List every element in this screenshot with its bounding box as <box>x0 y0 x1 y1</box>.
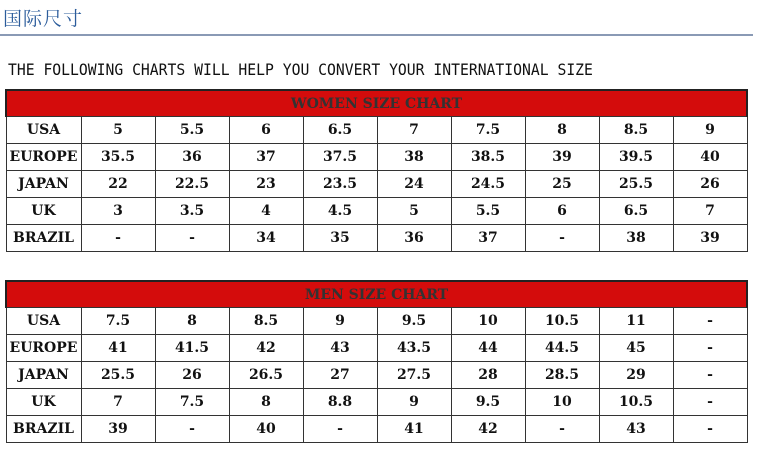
size-cell: 37 <box>229 144 303 171</box>
size-cell: 10.5 <box>525 308 599 335</box>
size-cell: 11 <box>599 308 673 335</box>
table-row <box>6 144 747 171</box>
row-label: UK <box>6 198 81 225</box>
size-cell: 37 <box>451 225 525 252</box>
size-cell: 35 <box>303 225 377 252</box>
row-label: BRAZIL <box>6 416 81 443</box>
size-cell: 24.5 <box>451 171 525 198</box>
size-cell: 43 <box>599 416 673 443</box>
men-size-chart <box>5 280 748 443</box>
size-cell: 7 <box>377 117 451 144</box>
size-cell: 39.5 <box>599 144 673 171</box>
size-cell: 39 <box>525 144 599 171</box>
size-cell: 40 <box>673 144 747 171</box>
size-cell: 23.5 <box>303 171 377 198</box>
size-cell: 3.5 <box>155 198 229 225</box>
size-cell: 10 <box>451 308 525 335</box>
size-cell: 37.5 <box>303 144 377 171</box>
size-cell: 4.5 <box>303 198 377 225</box>
size-cell: 38 <box>599 225 673 252</box>
size-cell: - <box>673 335 747 362</box>
size-cell: 38.5 <box>451 144 525 171</box>
size-cell: 26 <box>155 362 229 389</box>
size-cell: 7.5 <box>81 308 155 335</box>
size-cell: 9 <box>377 389 451 416</box>
size-cell: 39 <box>673 225 747 252</box>
row-label: EUROPE <box>6 144 81 171</box>
table-row <box>6 416 747 443</box>
size-cell: - <box>673 389 747 416</box>
size-cell: 38 <box>377 144 451 171</box>
size-cell: - <box>525 416 599 443</box>
size-cell: - <box>673 362 747 389</box>
size-cell: 4 <box>229 198 303 225</box>
size-cell: 10.5 <box>599 389 673 416</box>
size-cell: 26.5 <box>229 362 303 389</box>
table-row <box>6 308 747 335</box>
size-cell: 40 <box>229 416 303 443</box>
table-row <box>6 198 747 225</box>
women-chart-title-row <box>6 90 747 117</box>
table-row <box>6 117 747 144</box>
size-cell: 6 <box>525 198 599 225</box>
size-cell: - <box>525 225 599 252</box>
women-chart-title: WOMEN SIZE CHART <box>6 90 747 117</box>
page-title: 国际尺寸 <box>3 8 84 30</box>
size-cell: 3 <box>81 198 155 225</box>
size-cell: 36 <box>155 144 229 171</box>
table-row <box>6 335 747 362</box>
row-label: EUROPE <box>6 335 81 362</box>
intro-text: THE FOLLOWING CHARTS WILL HELP YOU CONVERT YOUR INTERNATIONAL SIZE <box>8 60 593 79</box>
size-cell: 42 <box>229 335 303 362</box>
men-chart-title: MEN SIZE CHART <box>6 281 747 308</box>
table-row <box>6 225 747 252</box>
size-cell: 25 <box>525 171 599 198</box>
size-cell: - <box>673 416 747 443</box>
size-cell: 42 <box>451 416 525 443</box>
table-row <box>6 171 747 198</box>
size-cell: 44 <box>451 335 525 362</box>
size-cell: 24 <box>377 171 451 198</box>
size-cell: 28 <box>451 362 525 389</box>
size-cell: 45 <box>599 335 673 362</box>
size-cell: 7.5 <box>451 117 525 144</box>
size-cell: 9 <box>673 117 747 144</box>
size-cell: 8 <box>229 389 303 416</box>
size-cell: 6 <box>229 117 303 144</box>
row-label: UK <box>6 389 81 416</box>
page-header <box>0 0 753 36</box>
size-cell: 22.5 <box>155 171 229 198</box>
size-cell: 41 <box>81 335 155 362</box>
size-cell: 8.5 <box>599 117 673 144</box>
size-cell: 5 <box>377 198 451 225</box>
men-chart-title-row <box>6 281 747 308</box>
size-cell: 36 <box>377 225 451 252</box>
size-cell: 35.5 <box>81 144 155 171</box>
size-cell: 9 <box>303 308 377 335</box>
size-cell: 25.5 <box>81 362 155 389</box>
size-cell: 6.5 <box>303 117 377 144</box>
size-cell: 8.5 <box>229 308 303 335</box>
size-cell: 9.5 <box>377 308 451 335</box>
size-cell: 6.5 <box>599 198 673 225</box>
women-size-chart <box>5 89 748 252</box>
size-cell: 43.5 <box>377 335 451 362</box>
size-cell: 28.5 <box>525 362 599 389</box>
size-cell: 8 <box>155 308 229 335</box>
size-cell: 23 <box>229 171 303 198</box>
size-cell: - <box>81 225 155 252</box>
size-cell: - <box>155 416 229 443</box>
size-cell: 41.5 <box>155 335 229 362</box>
size-cell: 9.5 <box>451 389 525 416</box>
size-cell: 34 <box>229 225 303 252</box>
table-row <box>6 362 747 389</box>
size-cell: 10 <box>525 389 599 416</box>
table-row <box>6 389 747 416</box>
size-cell: 8 <box>525 117 599 144</box>
size-cell: 25.5 <box>599 171 673 198</box>
size-cell: 7 <box>81 389 155 416</box>
size-cell: - <box>673 308 747 335</box>
size-cell: - <box>303 416 377 443</box>
size-cell: 8.8 <box>303 389 377 416</box>
row-label: JAPAN <box>6 171 81 198</box>
size-cell: 7 <box>673 198 747 225</box>
size-cell: 5 <box>81 117 155 144</box>
size-cell: 5.5 <box>155 117 229 144</box>
size-cell: 5.5 <box>451 198 525 225</box>
size-cell: 26 <box>673 171 747 198</box>
size-cell: 41 <box>377 416 451 443</box>
size-cell: 39 <box>81 416 155 443</box>
size-cell: 7.5 <box>155 389 229 416</box>
size-cell: 29 <box>599 362 673 389</box>
row-label: USA <box>6 117 81 144</box>
size-cell: 27.5 <box>377 362 451 389</box>
size-cell: 43 <box>303 335 377 362</box>
row-label: JAPAN <box>6 362 81 389</box>
size-cell: 22 <box>81 171 155 198</box>
size-cell: 44.5 <box>525 335 599 362</box>
row-label: BRAZIL <box>6 225 81 252</box>
size-cell: 27 <box>303 362 377 389</box>
row-label: USA <box>6 308 81 335</box>
size-cell: - <box>155 225 229 252</box>
